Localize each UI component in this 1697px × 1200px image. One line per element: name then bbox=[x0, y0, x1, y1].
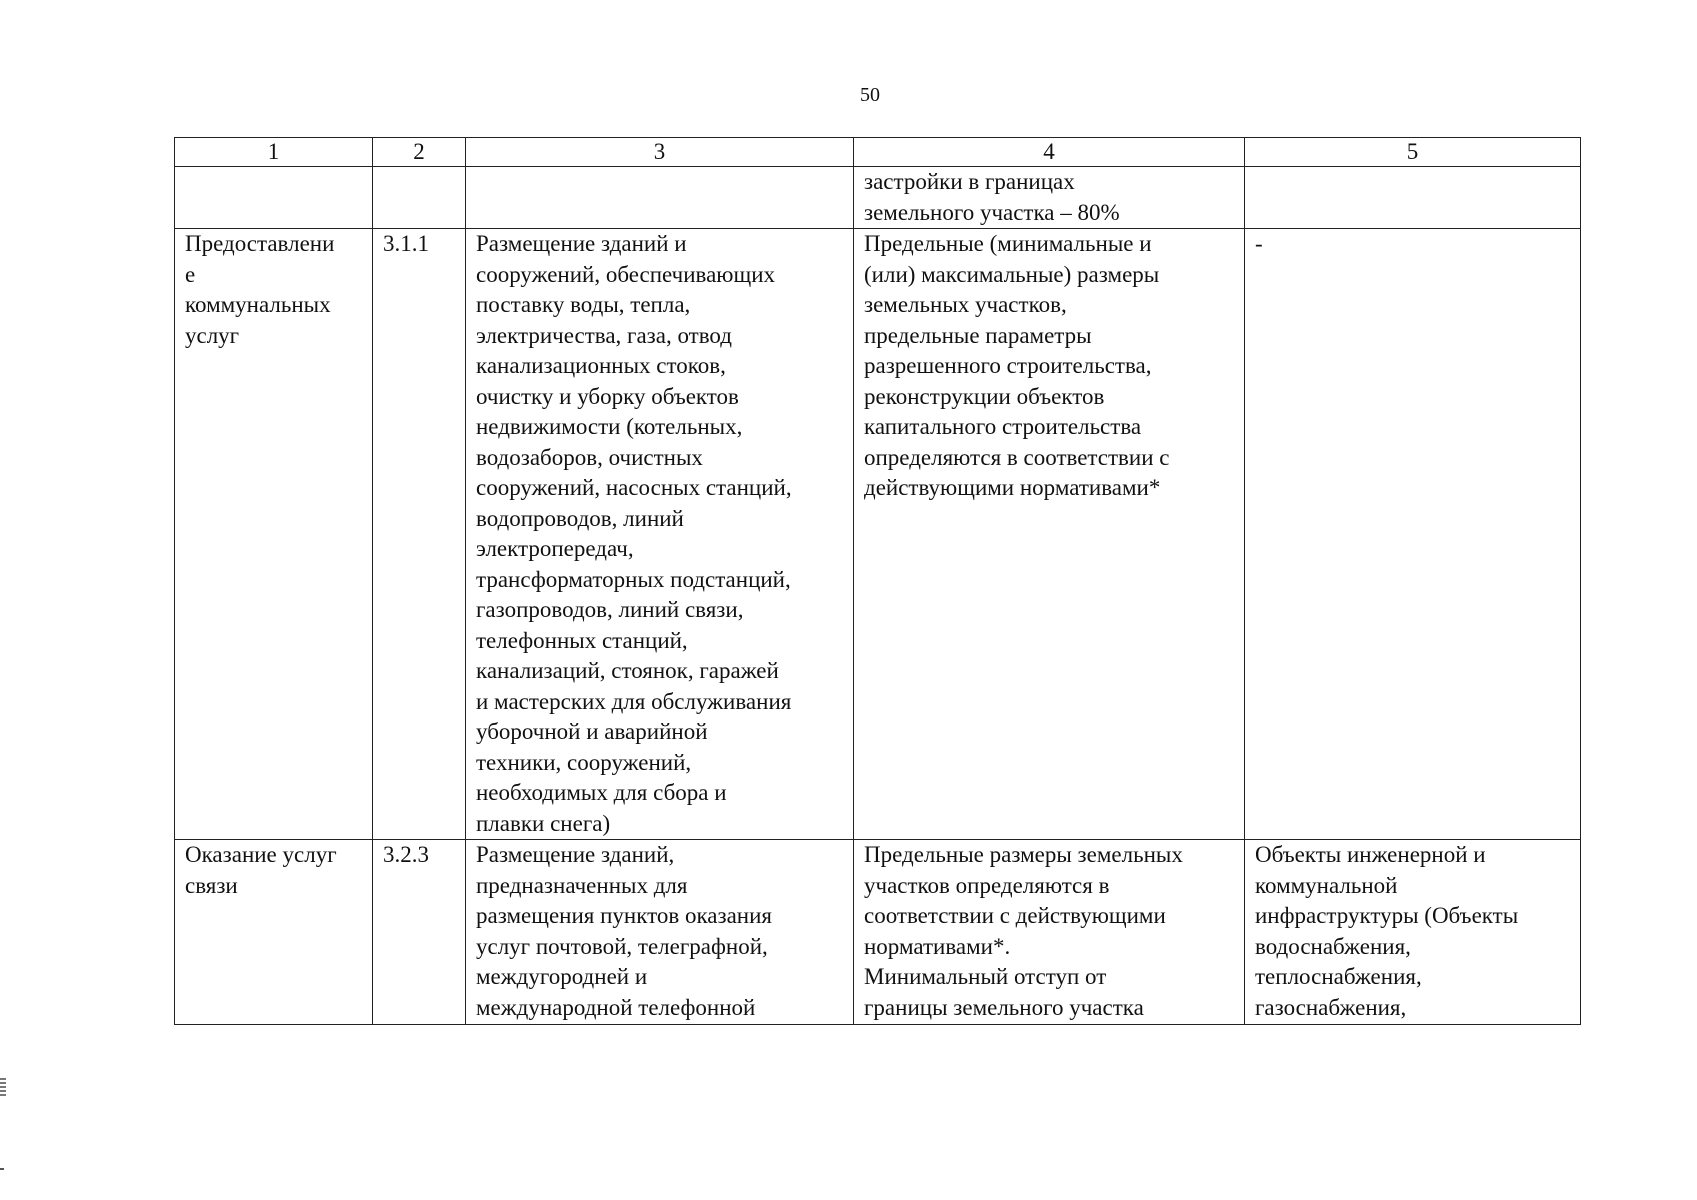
scan-artifact bbox=[0, 1168, 4, 1170]
cell-auxiliary: - bbox=[1245, 229, 1581, 840]
table-row bbox=[175, 167, 1581, 229]
header-col-4: 4 bbox=[854, 138, 1245, 167]
header-col-2: 2 bbox=[373, 138, 466, 167]
cell-use-description: Размещение зданий, предназначенных для размещения пунктов оказания услуг почтовой, телеграфной, междугородней и международной телефонной bbox=[466, 840, 854, 1025]
cell-use-name: Оказание услуг связи bbox=[175, 840, 373, 1025]
cell-use-description: Размещение зданий и сооружений, обеспечивающих поставку воды, тепла, электричества, газа, отвод канализационных стоков, очистку и уборку объектов недвижимости (котельных, водозаборов, очистных сооружений, насосных станций, водопроводов, линий электропередач, трансформаторных подстанций, газопроводов, линий связи, телефонных станций, канализаций, стоянок, гаражей и мастерских для обслуживания уборочной и аварийной техники, сооружений, необходимых для сбора и плавки снега) bbox=[466, 229, 854, 840]
table-row bbox=[175, 229, 1581, 840]
table-header-row bbox=[175, 138, 1581, 167]
cell-use-code: 3.1.1 bbox=[373, 229, 466, 840]
header-col-1: 1 bbox=[175, 138, 373, 167]
scan-artifact bbox=[0, 1078, 6, 1096]
cell-use-name: Предоставлени е коммунальных услуг bbox=[175, 229, 373, 840]
zoning-table bbox=[174, 137, 1581, 1025]
page-number: 50 bbox=[860, 84, 880, 106]
cell-parameters: Предельные размеры земельных участков определяются в соответствии с действующими нормативами*. Минимальный отступ от границы земельного участка bbox=[854, 840, 1245, 1025]
header-col-3: 3 bbox=[466, 138, 854, 167]
cell-use-description bbox=[466, 167, 854, 229]
cell-use-name bbox=[175, 167, 373, 229]
cell-use-code bbox=[373, 167, 466, 229]
cell-use-code: 3.2.3 bbox=[373, 840, 466, 1025]
cell-auxiliary bbox=[1245, 167, 1581, 229]
header-col-5: 5 bbox=[1245, 138, 1581, 167]
table-row bbox=[175, 840, 1581, 1025]
cell-parameters: Предельные (минимальные и (или) максимальные) размеры земельных участков, предельные параметры разрешенного строительства, реконструкции объектов капитального строительства определяются в соответствии с действующими нормативами* bbox=[854, 229, 1245, 840]
cell-auxiliary: Объекты инженерной и коммунальной инфраструктуры (Объекты водоснабжения, теплоснабжения, газоснабжения, bbox=[1245, 840, 1581, 1025]
cell-parameters: застройки в границах земельного участка – 80% bbox=[854, 167, 1245, 229]
